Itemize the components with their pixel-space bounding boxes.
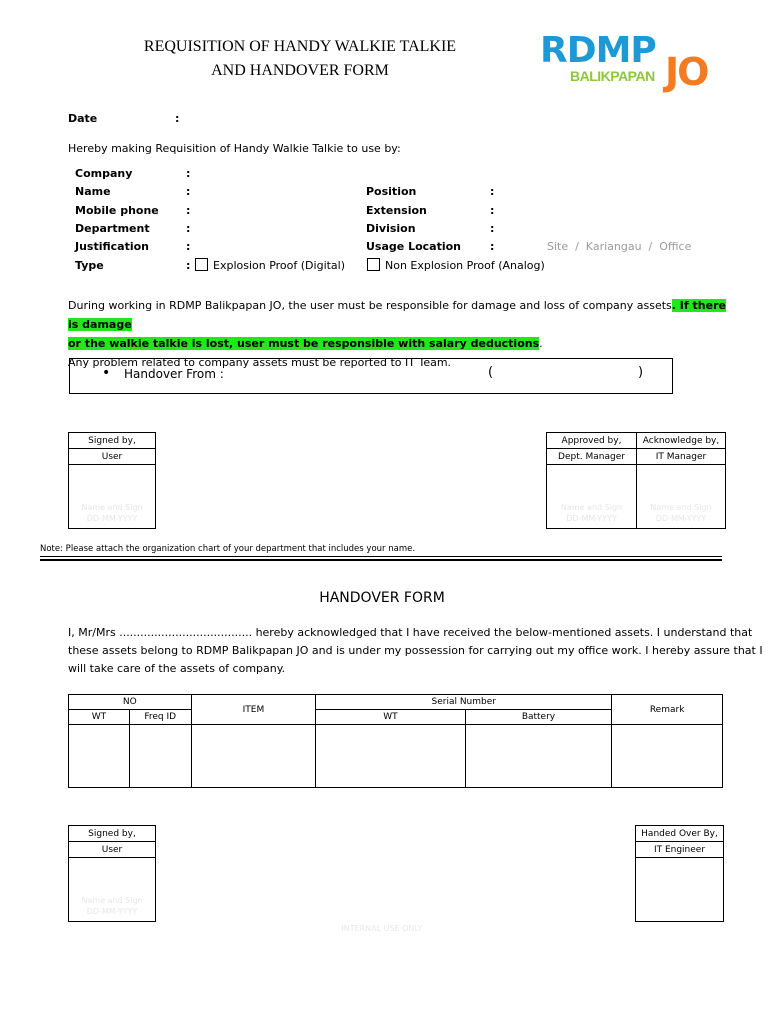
type-option-analog[interactable] [367, 258, 545, 272]
col-header-no: NO [69, 695, 192, 710]
signature-box-user [68, 432, 156, 529]
signature-placeholder-name: Name and Sign [81, 503, 143, 512]
extension-label: Extension [366, 204, 427, 217]
logo-jo: JO [665, 50, 708, 94]
approver-placeholder-date: DD-MM-YYYY [566, 514, 617, 523]
logo-rdmp: RDMP [540, 30, 656, 71]
form-title-line-2: AND HANDOVER FORM [211, 62, 389, 79]
name-colon: : [186, 185, 191, 198]
position-label: Position [366, 185, 417, 198]
company-logo [540, 30, 725, 92]
col-header-serial-number: Serial Number [316, 695, 612, 710]
col-header-freq-id: Freq ID [129, 710, 191, 725]
name-label: Name [75, 185, 111, 198]
signature-box-approvals [546, 432, 726, 529]
responsibility-end: . [539, 337, 543, 350]
handover-statement-line-2: these assets belong to RDMP Balikpapan JO and is under my possession for carrying out my office work. I hereby assure that I [68, 644, 763, 657]
type-colon: : [186, 259, 191, 272]
handover-from-label: Handover From : [124, 367, 224, 381]
responsibility-text: During working in RDMP Balikpapan JO, the user must be responsible for damage and loss of company assets [68, 299, 672, 312]
col-header-wt: WT [69, 710, 130, 725]
col-header-serial-wt: WT [316, 710, 465, 725]
bullet-icon: • [102, 365, 111, 381]
handover-statement-line-1: I, Mr/Mrs ...................................... hereby acknowledged that I have received the below-mentioned assets. I understand that [68, 626, 753, 639]
handover-form-title: HANDOVER FORM [319, 590, 445, 606]
table-row [69, 725, 723, 788]
approver-signature-area[interactable] [547, 465, 637, 529]
mobile-phone-colon: : [186, 204, 191, 217]
approver-role: Dept. Manager [547, 449, 637, 465]
form-title-line-1: REQUISITION OF HANDY WALKIE TALKIE [143, 38, 457, 55]
signature-placeholder-date: DD-MM-YYYY [86, 514, 138, 523]
cell-serial-wt[interactable] [316, 725, 465, 788]
date-label: Date [68, 112, 98, 125]
signed-by-label: Signed by, [69, 433, 156, 449]
signature-box-user-2 [68, 825, 156, 922]
separator-top [40, 556, 722, 557]
responsibility-highlight-2: or the walkie talkie is lost, user must be responsible with salary deductions [68, 337, 540, 350]
signature-box-handed-over [635, 825, 724, 922]
signature-placeholder-name: Name and Sign [81, 896, 143, 905]
handed-over-signature-area[interactable] [636, 858, 724, 922]
col-header-battery: Battery [465, 710, 612, 725]
note-text: Note: Please attach the organization chart of your department that includes your name. [40, 544, 416, 554]
cell-remark[interactable] [612, 725, 723, 788]
handover-from-box [69, 358, 673, 394]
division-label: Division [366, 222, 416, 235]
usage-location-label: Usage Location [366, 240, 461, 253]
department-label: Department [75, 222, 150, 235]
signature-area[interactable] [69, 858, 156, 922]
cell-item[interactable] [191, 725, 316, 788]
handover-statement [68, 624, 763, 678]
col-header-remark: Remark [612, 695, 723, 725]
handover-statement-line-3: will take care of the assets of company. [68, 662, 286, 675]
usage-location-hint: Site / Kariangau / Office [547, 240, 692, 253]
signed-by-label: Signed by, [69, 826, 156, 842]
acknowledger-signature-area[interactable] [637, 465, 726, 529]
handed-over-role: IT Engineer [636, 842, 724, 858]
company-colon: : [186, 167, 191, 180]
extension-colon: : [490, 204, 495, 217]
department-colon: : [186, 222, 191, 235]
col-header-item: ITEM [191, 695, 316, 725]
type-option-digital-label: Explosion Proof (Digital) [213, 259, 346, 272]
approver-placeholder-name: Name and Sign [560, 503, 623, 512]
separator-bottom [40, 559, 722, 561]
cell-freq-id[interactable] [129, 725, 191, 788]
signature-placeholder-date: DD-MM-YYYY [86, 907, 138, 916]
type-option-digital[interactable] [195, 258, 345, 272]
cell-battery[interactable] [465, 725, 612, 788]
asset-table [68, 694, 723, 788]
acknowledger-placeholder-date: DD-MM-YYYY [655, 514, 707, 523]
mobile-phone-label: Mobile phone [75, 204, 159, 217]
checkbox-icon[interactable] [195, 258, 208, 271]
usage-location-colon: : [490, 240, 495, 253]
handover-from-paren-open: ( [488, 365, 494, 380]
division-colon: : [490, 222, 495, 235]
checkbox-icon[interactable] [367, 258, 380, 271]
position-colon: : [490, 185, 495, 198]
company-label: Company [75, 167, 133, 180]
date-colon: : [175, 112, 180, 125]
handed-over-by-label: Handed Over By, [636, 826, 724, 842]
acknowledger-placeholder-name: Name and Sign [650, 503, 712, 512]
responsibility-highlight-1: . If there is damage [68, 299, 726, 331]
signer-role: User [69, 842, 156, 858]
approved-by-label: Approved by, [547, 433, 637, 449]
type-option-analog-label: Non Explosion Proof (Analog) [385, 259, 545, 272]
intro-text: Hereby making Requisition of Handy Walkie Talkie to use by: [68, 142, 401, 155]
type-label: Type [75, 259, 104, 272]
justification-label: Justification [75, 240, 150, 253]
handover-from-paren-close: ) [638, 365, 644, 380]
signer-role: User [69, 449, 156, 465]
footer-label: INTERNAL USE ONLY [341, 924, 423, 933]
justification-colon: : [186, 240, 191, 253]
responsibility-line-3: Any problem related to company assets must be reported to IT Team. [68, 356, 452, 369]
acknowledger-role: IT Manager [637, 449, 726, 465]
signature-area[interactable] [69, 465, 156, 529]
logo-balikpapan: BALIKPAPAN [570, 68, 655, 84]
acknowledge-by-label: Acknowledge by, [637, 433, 726, 449]
cell-wt[interactable] [69, 725, 130, 788]
